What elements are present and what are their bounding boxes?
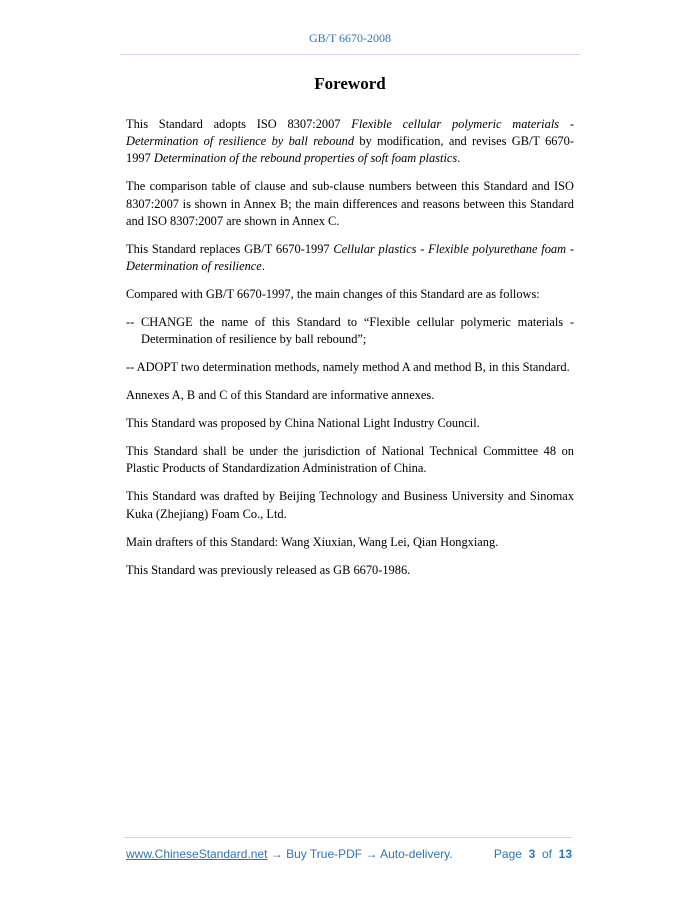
cited-title: Flexible cellular polymeric materials - Determination of resilience by ball rebound	[126, 117, 574, 149]
footer-promo	[126, 847, 453, 861]
list-item-adopt-methods: -- ADOPT two determination methods, namely method A and method B, in this Standard.	[126, 360, 570, 375]
header-divider	[120, 54, 580, 55]
paragraph-jurisdiction: This Standard shall be under the jurisdiction of National Technical Committee 48 on Plastic Products of Standardization Administration of China.	[126, 444, 574, 476]
list-item-change-name: -- CHANGE the name of this Standard to “Flexible cellular polymeric materials - Determination of resilience by ball rebound”;	[126, 315, 574, 347]
paragraph-proposed: This Standard was proposed by China National Light Industry Council.	[126, 416, 480, 431]
current-page: 3	[528, 847, 536, 861]
page-title: Foreword	[314, 74, 386, 93]
text-run: by modification, and revises GB/T 6670-1997	[126, 134, 574, 166]
page-indicator	[494, 847, 572, 861]
total-pages: 13	[558, 847, 572, 861]
running-header: GB/T 6670-2008	[308, 31, 392, 45]
paragraph-drafters: Main drafters of this Standard: Wang Xiuxian, Wang Lei, Qian Hongxiang.	[126, 534, 499, 549]
text-run: .	[457, 151, 461, 166]
text-run: .	[261, 259, 265, 274]
page-label: Page	[493, 847, 522, 861]
text-run: This Standard replaces GB/T 6670-1997	[126, 241, 334, 256]
of-label: of	[541, 847, 552, 861]
footer-divider	[124, 837, 572, 838]
document-body	[126, 116, 574, 590]
paragraph-changes-intro: Compared with GB/T 6670-1997, the main changes of this Standard are as follows:	[126, 287, 540, 302]
paragraph-replaces	[126, 241, 574, 275]
paragraph-drafted: This Standard was drafted by Beijing Technology and Business University and Sinomax Kuka (Zhejiang) Foam Co., Ltd.	[126, 489, 574, 521]
cited-title: Cellular plastics - Flexible polyurethane foam - Determination of resilience	[126, 241, 575, 274]
paragraph-previous-release: This Standard was previously released as GB 6670-1986.	[126, 562, 411, 577]
cited-title: Determination of the rebound properties of soft foam plastics	[153, 151, 458, 166]
promo-text: → Buy True-PDF → Auto-delivery.	[267, 847, 453, 861]
website-link[interactable]: www.ChineseStandard.net	[126, 847, 268, 861]
text-run: This Standard adopts ISO 8307:2007	[126, 117, 352, 131]
paragraph-adoption	[126, 116, 574, 168]
page-footer	[126, 847, 572, 861]
paragraph-comparison: The comparison table of clause and sub-clause numbers between this Standard and ISO 8307:2007 is shown in Annex B; the main differences and reasons between this Standard and ISO 8307:2007 are shown in Annex C.	[126, 179, 574, 228]
paragraph-annexes: Annexes A, B and C of this Standard are informative annexes.	[126, 388, 435, 403]
